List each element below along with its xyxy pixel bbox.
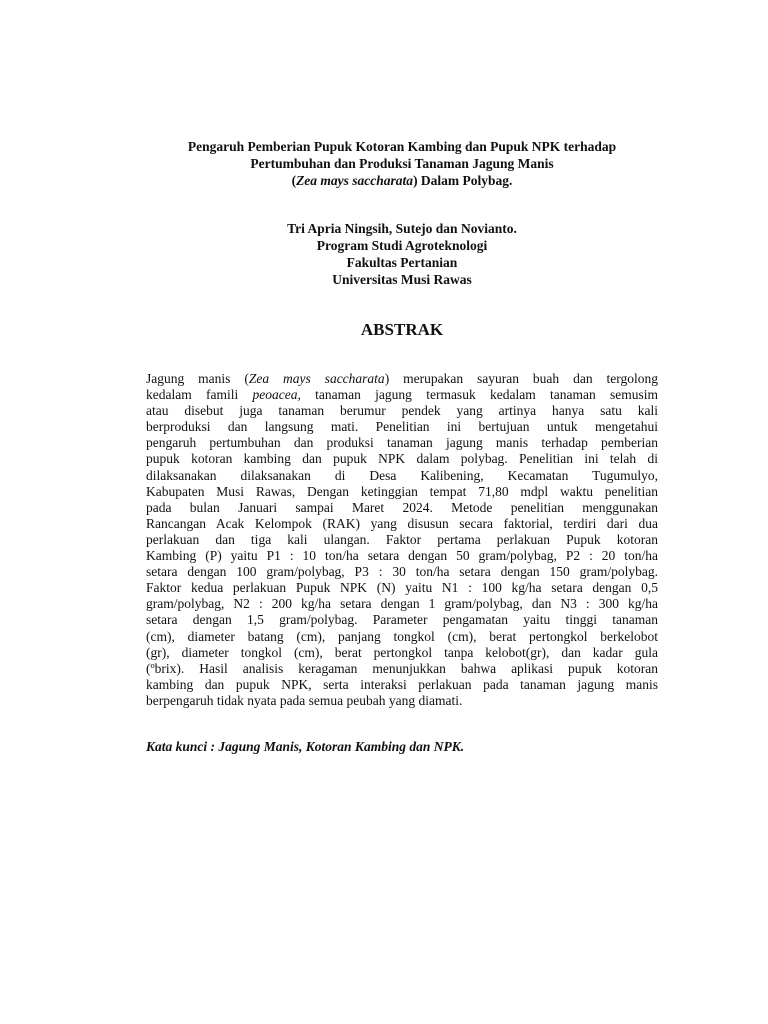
abstract-line <box>146 580 658 596</box>
abstract-text: pengaruh pertumbuhan dan produksi tanaman jagung manis terhadap pemberian <box>146 435 658 451</box>
abstract-text: berproduksi dan langsung mati. Penelitian ini bertujuan untuk mengetahui <box>146 419 658 435</box>
author-affiliation <box>100 220 704 288</box>
abstract-text: Rancangan Acak Kelompok (RAK) yang disusun secara faktorial, terdiri dari dua <box>146 515 658 531</box>
abstract-line <box>146 403 658 419</box>
abstract-text: Kabupaten Musi Rawas, Dengan ketinggian tempat 71,80 mdpl waktu penelitian <box>146 483 658 499</box>
abstract-line <box>146 596 658 612</box>
abstract-line <box>146 548 658 564</box>
abstract-line <box>146 532 658 548</box>
abstract-line <box>146 564 658 580</box>
abstract-text: setara dengan 1,5 gram/polybag. Parameter pengamatan yaitu tinggi tanaman <box>146 612 658 628</box>
abstract-line <box>146 661 658 677</box>
study-program: Program Studi Agroteknologi <box>316 238 488 253</box>
abstract-text: atau disebut juga tanaman berumur pendek yang artinya hanya satu kali <box>146 403 658 419</box>
abstract-line <box>146 387 658 403</box>
abstract-text: pupuk kotoran kambing dan pupuk NPK dalam polybag. Penelitian ini telah di <box>146 451 658 467</box>
abstract-text: berpengaruh tidak nyata pada semua peubah yang diamati. <box>146 692 463 708</box>
abstract-body <box>146 371 658 709</box>
abstract-line <box>146 629 658 645</box>
abstract-line <box>146 451 658 467</box>
abstract-line <box>146 419 658 435</box>
title-species-name: Zea mays saccharata <box>296 173 414 188</box>
abstract-text: perlakuan dan tiga kali ulangan. Faktor pertama perlakuan Pupuk kotoran <box>146 531 658 547</box>
title-line-2: Pertumbuhan dan Produksi Tanaman Jagung Manis <box>250 156 554 171</box>
abstract-line <box>146 693 658 709</box>
abstract-text: Faktor kedua perlakuan Pupuk NPK (N) yaitu N1 : 100 kg/ha setara dengan 0,5 <box>146 580 658 596</box>
keywords: Kata kunci : Jagung Manis, Kotoran Kambing dan NPK. <box>146 739 465 754</box>
abstract-text: kambing dan pupuk NPK, serta interaksi perlakuan pada tanaman jagung manis <box>146 676 658 692</box>
abstract-text: kedalam famili <box>146 387 253 403</box>
abstract-line <box>146 500 658 516</box>
abstract-line <box>146 516 658 532</box>
abstract-line <box>146 677 658 693</box>
abstract-text: (cm), diameter batang (cm), panjang tongkol (cm), berat pertongkol berkelobot <box>146 628 658 644</box>
university: Universitas Musi Rawas <box>332 272 472 287</box>
abstract-text: setara dengan 100 gram/polybag, P3 : 30 ton/ha setara dengan 150 gram/polybag. <box>146 564 658 580</box>
title-paren-open: ( <box>291 173 297 188</box>
title-line-1: Pengaruh Pemberian Pupuk Kotoran Kambing dan Pupuk NPK terhadap <box>187 139 617 154</box>
abstract-text: pada bulan Januari sampai Maret 2024. Metode penelitian menggunakan <box>146 499 658 515</box>
abstract-italic-term: Zea mays saccharata <box>248 371 385 386</box>
abstract-text: dilaksanakan dilaksanakan di Desa Kalibening, Kecamatan Tugumulyo, <box>146 467 658 483</box>
abstract-text: ) merupakan sayuran buah dan tergolong <box>384 371 658 386</box>
paper-title <box>100 138 704 189</box>
title-line-3 <box>100 172 704 189</box>
abstract-italic-term: peoacea <box>252 387 298 403</box>
abstract-line <box>146 612 658 628</box>
abstract-line <box>146 645 658 661</box>
abstract-text: (gr), diameter tongkol (cm), berat pertongkol tanpa kelobot(gr), dan kadar gula <box>146 644 658 660</box>
abstract-line <box>146 371 658 387</box>
title-line-3-rest: ) Dalam Polybag. <box>413 173 513 188</box>
abstract-text: gram/polybag, N2 : 200 kg/ha setara dengan 1 gram/polybag, dan N3 : 300 kg/ha <box>146 596 658 612</box>
abstract-line <box>146 435 658 451</box>
author-names: Tri Apria Ningsih, Sutejo dan Novianto. <box>287 221 517 236</box>
abstract-line <box>146 484 658 500</box>
abstract-heading: ABSTRAK <box>360 320 444 339</box>
abstract-line <box>146 468 658 484</box>
abstract-text: (ºbrix). Hasil analisis keragaman menunjukkan bahwa aplikasi pupuk kotoran <box>146 660 658 676</box>
faculty: Fakultas Pertanian <box>346 255 458 270</box>
abstract-text: Jagung manis ( <box>146 371 249 386</box>
abstract-text: , tanaman jagung termasuk kedalam tanaman semusim <box>297 387 658 403</box>
abstract-text: Kambing (P) yaitu P1 : 10 ton/ha setara dengan 50 gram/polybag, P2 : 20 ton/ha <box>146 548 658 564</box>
